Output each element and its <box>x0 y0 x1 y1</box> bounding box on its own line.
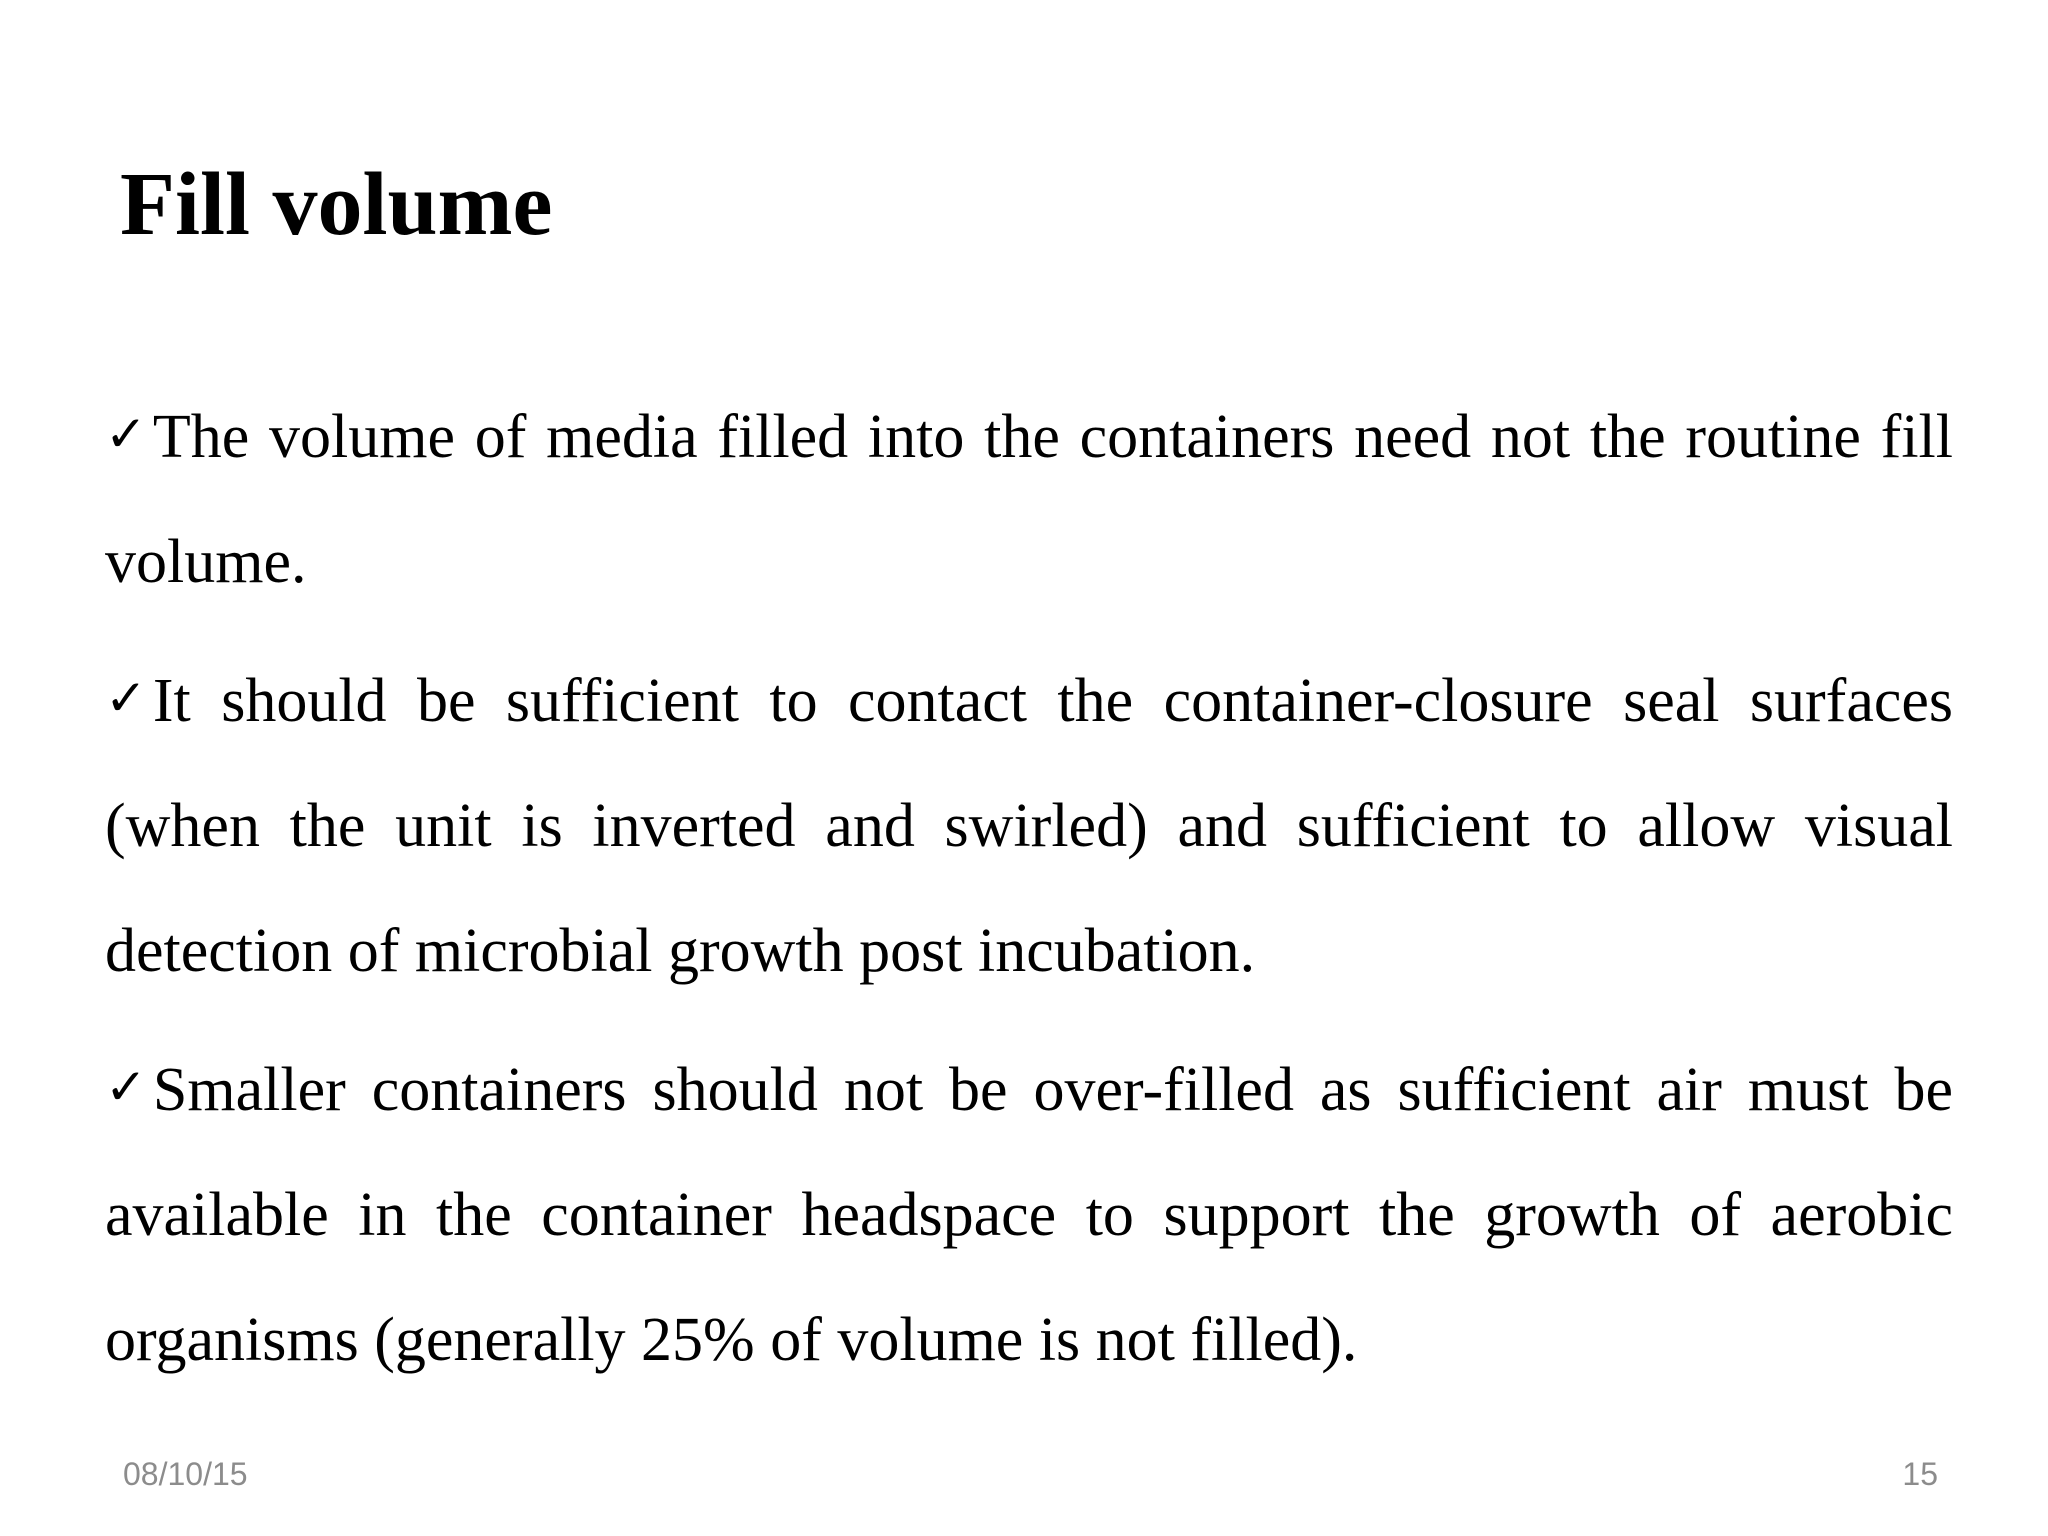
footer-date: 08/10/15 <box>123 1456 248 1492</box>
check-mark-icon: ✓ <box>105 669 147 727</box>
bullet-item <box>105 639 1953 1014</box>
bullet-text: Smaller containers should not be over-filled as sufficient air must be available in the container headspace to support the growth of aerobic organisms (generally 25% of volume is not filled). <box>105 1056 1953 1374</box>
check-mark-icon: ✓ <box>105 1058 147 1116</box>
check-mark-icon: ✓ <box>105 405 147 463</box>
slide-title: Fill volume <box>120 155 553 254</box>
bullet-list <box>105 375 1953 1417</box>
bullet-item <box>105 1028 1953 1403</box>
bullet-text: The volume of media filled into the containers need not the routine fill volume. <box>105 403 1953 596</box>
bullet-text: It should be sufficient to contact the container-closure seal surfaces (when the unit is inverted and swirled) and sufficient to allow visual detection of microbial growth post incubation. <box>105 667 1953 985</box>
page-number: 15 <box>1902 1456 1938 1492</box>
bullet-item <box>105 375 1953 625</box>
